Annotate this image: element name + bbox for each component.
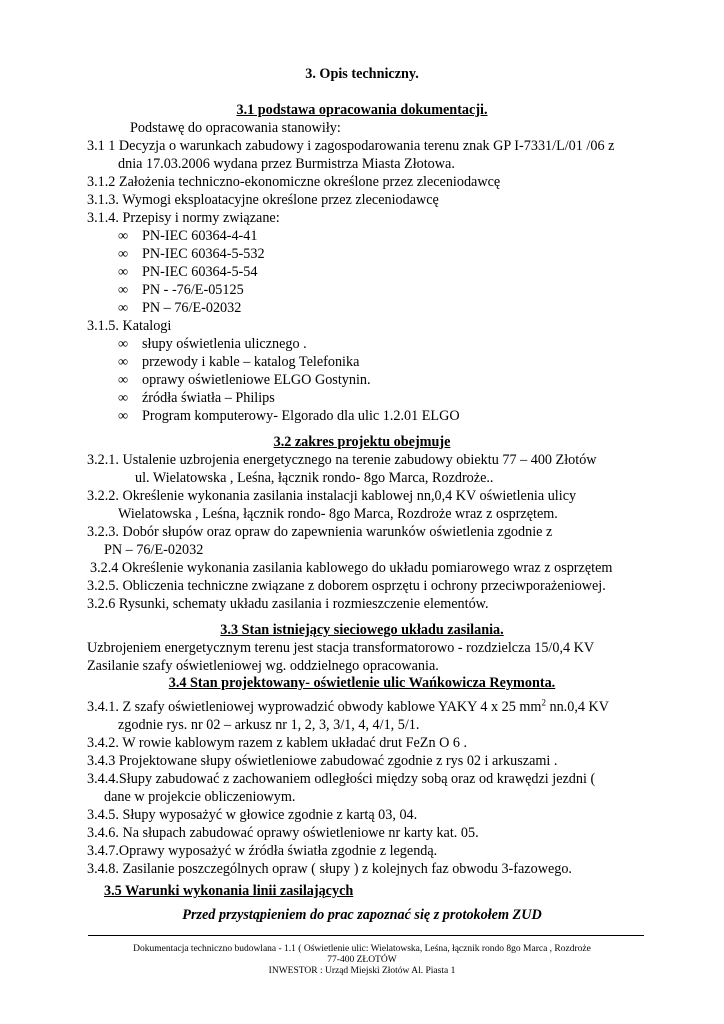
- infinity-bullet-icon: ∞: [118, 354, 129, 370]
- item-3-4-1: 3.4.1. Z szafy oświetleniowej wyprowadzić obwody kablowe YAKY 4 x 25 $mm^2$ nn.0,4 KV: [87, 697, 609, 715]
- item-3-4-1-cont: zgodnie rys. nr 02 – arkusz nr 1, 2, 3, 3/1, 4, 4/1, 5/1.: [118, 717, 420, 733]
- infinity-bullet-icon: ∞: [118, 228, 129, 244]
- item-3-2-2-cont: Wielatowska , Leśna, łącznik rondo- 8go Marca, Rozdroże wraz z osprzętem.: [118, 506, 558, 522]
- section-3-2-heading: 3.2 zakres projektu obejmuje: [273, 434, 451, 450]
- item-3-1-1: 3.1 1 Decyzja o warunkach zabudowy i zagospodarowania terenu znak GP I-7331/L/01 /06 z: [87, 138, 615, 154]
- footer-divider: [88, 935, 644, 936]
- infinity-bullet-icon: ∞: [118, 408, 129, 424]
- item-3-4-4-cont: dane w projekcie obliczeniowym.: [104, 789, 296, 805]
- footer-line-1: Dokumentacja techniczno budowlana - 1.1 ( Oświetlenie ulic: Wielatowska, Leśna, łącznik rondo 8go Marca , Rozdroże: [133, 944, 591, 954]
- item-3-2-3-cont: PN – 76/E-02032: [104, 542, 204, 558]
- catalog-list-item: ∞ przewody i kable – katalog Telefonika: [118, 354, 360, 370]
- document-title: 3. Opis techniczny.: [305, 66, 419, 82]
- norm-list-item: ∞ PN - -76/E-05125: [118, 282, 244, 298]
- item-3-1-1-cont: dnia 17.03.2006 wydana przez Burmistrza Miasta Złotowa.: [118, 156, 455, 172]
- item-3-1-5: 3.1.5. Katalogi: [87, 318, 172, 334]
- item-3-4-7: 3.4.7.Oprawy wyposażyć w źródła światła zgodnie z legendą.: [87, 843, 438, 859]
- infinity-bullet-icon: ∞: [118, 264, 129, 280]
- item-3-1-2: 3.1.2 Założenia techniczno-ekonomiczne określone przez zleceniodawcę: [87, 174, 501, 190]
- section-3-3-line-2: Zasilanie szafy oświetleniowej wg. oddzielnego opracowania.: [87, 658, 439, 674]
- item-3-4-5: 3.4.5. Słupy wyposażyć w głowice zgodnie z kartą 03, 04.: [87, 807, 418, 823]
- item-3-4-6: 3.4.6. Na słupach zabudować oprawy oświetleniowe nr karty kat. 05.: [87, 825, 479, 841]
- catalog-list-item: ∞ Program komputerowy- Elgorado dla ulic 1.2.01 ELGO: [118, 408, 460, 424]
- norm-list-item: ∞ PN-IEC 60364-4-41: [118, 228, 258, 244]
- catalog-list-item: ∞ źródła światła – Philips: [118, 390, 275, 406]
- section-3-3-line-1: Uzbrojeniem energetycznym terenu jest stacja transformatorowo - rozdzielcza 15/0,4 KV: [87, 640, 595, 656]
- item-3-2-3: 3.2.3. Dobór słupów oraz opraw do zapewnienia warunków oświetlenia zgodnie z: [87, 524, 553, 540]
- infinity-bullet-icon: ∞: [118, 300, 129, 316]
- catalog-list-item: ∞ słupy oświetlenia ulicznego .: [118, 336, 307, 352]
- item-3-2-4: 3.2.4 Określenie wykonania zasilania kablowego do układu pomiarowego wraz z osprzętem: [90, 560, 613, 576]
- section-3-3-heading: 3.3 Stan istniejący sieciowego układu zasilania.: [220, 622, 504, 638]
- item-3-1-4: 3.1.4. Przepisy i normy związane:: [87, 210, 280, 226]
- section-3-1-heading: 3.1 podstawa opracowania dokumentacji.: [236, 102, 488, 118]
- item-3-2-5: 3.2.5. Obliczenia techniczne związane z doborem osprzętu i ochrony przeciwporażeniowej.: [87, 578, 606, 594]
- section-3-5-note: Przed przystąpieniem do prac zapoznać się z protokołem ZUD: [182, 907, 542, 923]
- infinity-bullet-icon: ∞: [118, 282, 129, 298]
- footer-line-2: 77-400 ZŁOTÓW: [327, 955, 397, 965]
- footer-line-3: INWESTOR : Urząd Miejski Złotów Al. Piasta 1: [268, 966, 456, 976]
- item-3-1-3: 3.1.3. Wymogi eksploatacyjne określone przez zleceniodawcę: [87, 192, 439, 208]
- item-3-4-8: 3.4.8. Zasilanie poszczególnych opraw ( słupy ) z kolejnych faz obwodu 3-fazowego.: [87, 861, 572, 877]
- infinity-bullet-icon: ∞: [118, 390, 129, 406]
- norm-list-item: ∞ PN-IEC 60364-5-532: [118, 246, 265, 262]
- norm-list-item: ∞ PN-IEC 60364-5-54: [118, 264, 258, 280]
- item-3-2-6: 3.2.6 Rysunki, schematy układu zasilania i rozmieszczenie elementów.: [87, 596, 489, 612]
- item-3-2-1: 3.2.1. Ustalenie uzbrojenia energetycznego na terenie zabudowy obiektu 77 – 400 Złotów: [87, 452, 597, 468]
- section-3-4-heading: 3.4 Stan projektowany- oświetlenie ulic Wańkowicza Reymonta.: [168, 675, 556, 691]
- infinity-bullet-icon: ∞: [118, 246, 129, 262]
- section-3-1-intro: Podstawę do opracowania stanowiły:: [130, 120, 341, 136]
- item-3-2-2: 3.2.2. Określenie wykonania zasilania instalacji kablowej nn,0,4 KV oświetlenia ulicy: [87, 488, 577, 504]
- catalog-list-item: ∞ oprawy oświetleniowe ELGO Gostynin.: [118, 372, 371, 388]
- infinity-bullet-icon: ∞: [118, 336, 129, 352]
- item-3-4-3: 3.4.3 Projektowane słupy oświetleniowe zabudować zgodnie z rys 02 i arkuszami .: [87, 753, 558, 769]
- item-3-4-2: 3.4.2. W rowie kablowym razem z kablem układać drut FeZn O 6 .: [87, 735, 468, 751]
- section-3-5-heading: 3.5 Warunki wykonania linii zasilających: [104, 883, 354, 899]
- item-3-4-4: 3.4.4.Słupy zabudować z zachowaniem odległości między sobą oraz od krawędzi jezdni (: [87, 771, 596, 787]
- item-3-2-1-cont: ul. Wielatowska , Leśna, łącznik rondo- 8go Marca, Rozdroże..: [135, 470, 494, 486]
- infinity-bullet-icon: ∞: [118, 372, 129, 388]
- norm-list-item: ∞ PN – 76/E-02032: [118, 300, 242, 316]
